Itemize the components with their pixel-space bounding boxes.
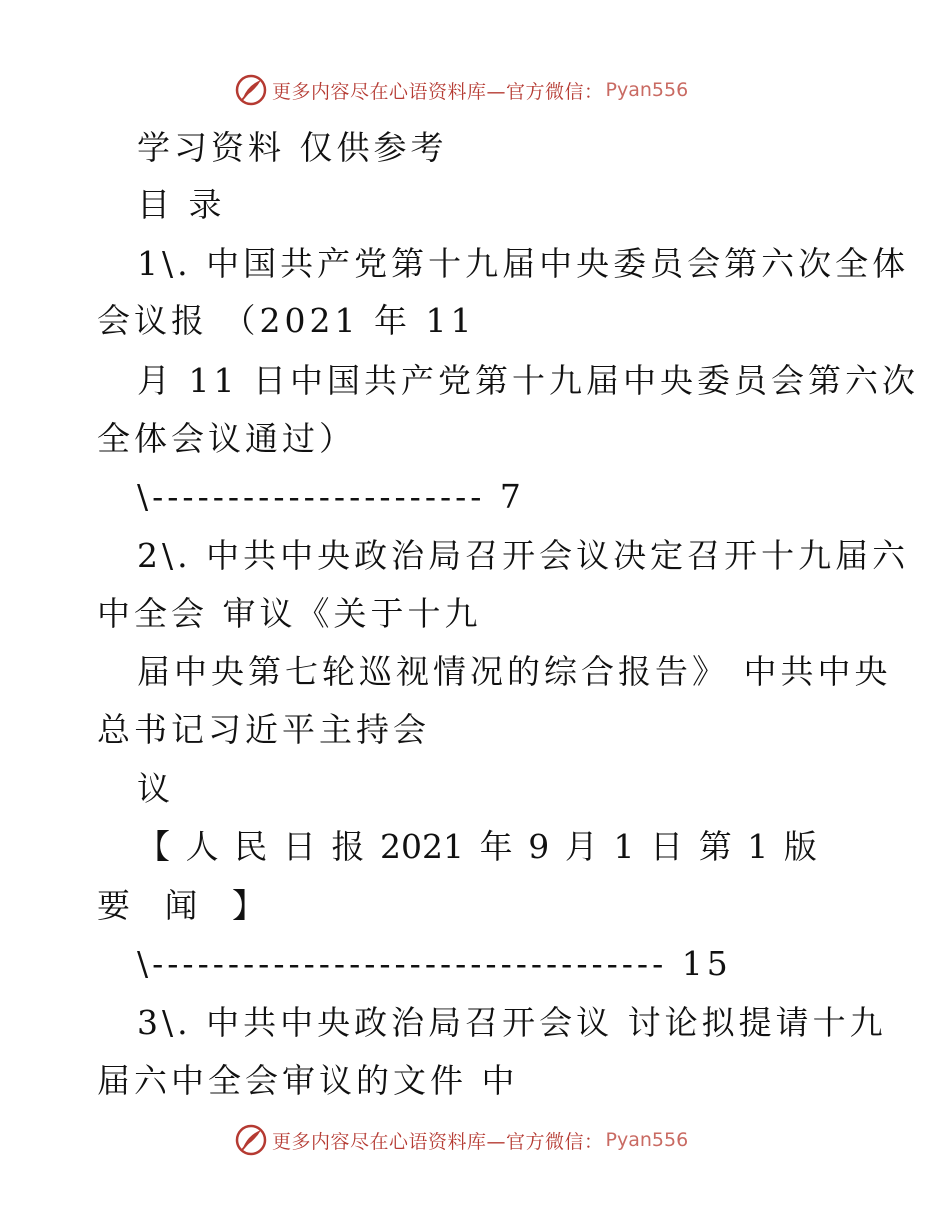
source-token: 版 — [783, 827, 817, 866]
toc-entry-3-line-2: 届六中全会审议的文件 中 — [97, 1061, 519, 1100]
source-token: 2021 — [380, 827, 465, 866]
source-token: 1 — [747, 827, 769, 866]
toc-entry-2-source-cont: 要 闻 】 — [97, 886, 277, 925]
source-token: 人 — [185, 827, 219, 866]
source-token: 年 — [479, 827, 513, 866]
footer-watermark — [234, 1122, 688, 1158]
toc-heading: 目 录 — [137, 185, 226, 224]
toc-entry-2-line-4: 总书记习近平主持会 — [97, 710, 430, 749]
source-token: 日 — [282, 827, 316, 866]
watermark-account: Pyan556 — [605, 79, 689, 101]
watermark-text: 更多内容尽在心语资料库—官方微信： — [272, 80, 604, 103]
source-token: 月 — [564, 827, 598, 866]
toc-entry-2-line-1: 2\. 中共中央政治局召开会议决定召开十九届六 — [137, 536, 910, 575]
toc-entry-1-line-4: 全体会议通过） — [97, 419, 356, 458]
source-token: 【 — [137, 827, 170, 866]
toc-entry-1-leader: \---------------------- 7 — [137, 477, 525, 516]
toc-entry-3-line-1: 3\. 中共中央政治局召开会议 讨论拟提请十九 — [137, 1003, 887, 1042]
quill-logo-icon — [234, 1123, 268, 1157]
source-token: 9 — [528, 827, 550, 866]
source-token: 1 — [613, 827, 635, 866]
toc-entry-2-source — [137, 827, 817, 867]
toc-entry-1-line-1: 1\. 中国共产党第十九届中央委员会第六次全体 — [137, 244, 910, 283]
toc-entry-2-line-3: 届中央第七轮巡视情况的综合报告》 中共中央 — [137, 652, 892, 691]
source-token: 日 — [650, 827, 684, 866]
toc-entry-2-line-5: 议 — [137, 769, 174, 808]
watermark-text: 更多内容尽在心语资料库—官方微信： — [272, 1130, 604, 1153]
toc-entry-1-line-3: 月 11 日中国共产党第十九届中央委员会第六次 — [137, 361, 919, 400]
quill-logo-icon — [234, 73, 268, 107]
watermark-account: Pyan556 — [605, 1129, 689, 1151]
header-watermark — [234, 72, 688, 108]
toc-entry-2-line-2: 中全会 审议《关于十九 — [97, 594, 482, 633]
study-material-note: 学习资料 仅供参考 — [137, 128, 448, 167]
source-token: 第 — [698, 827, 732, 866]
toc-entry-2-leader: \---------------------------------- 15 — [137, 944, 732, 983]
source-token: 民 — [234, 827, 268, 866]
toc-entry-1-line-2: 会议报 （2021 年 11 — [97, 301, 476, 340]
source-token: 报 — [331, 827, 365, 866]
